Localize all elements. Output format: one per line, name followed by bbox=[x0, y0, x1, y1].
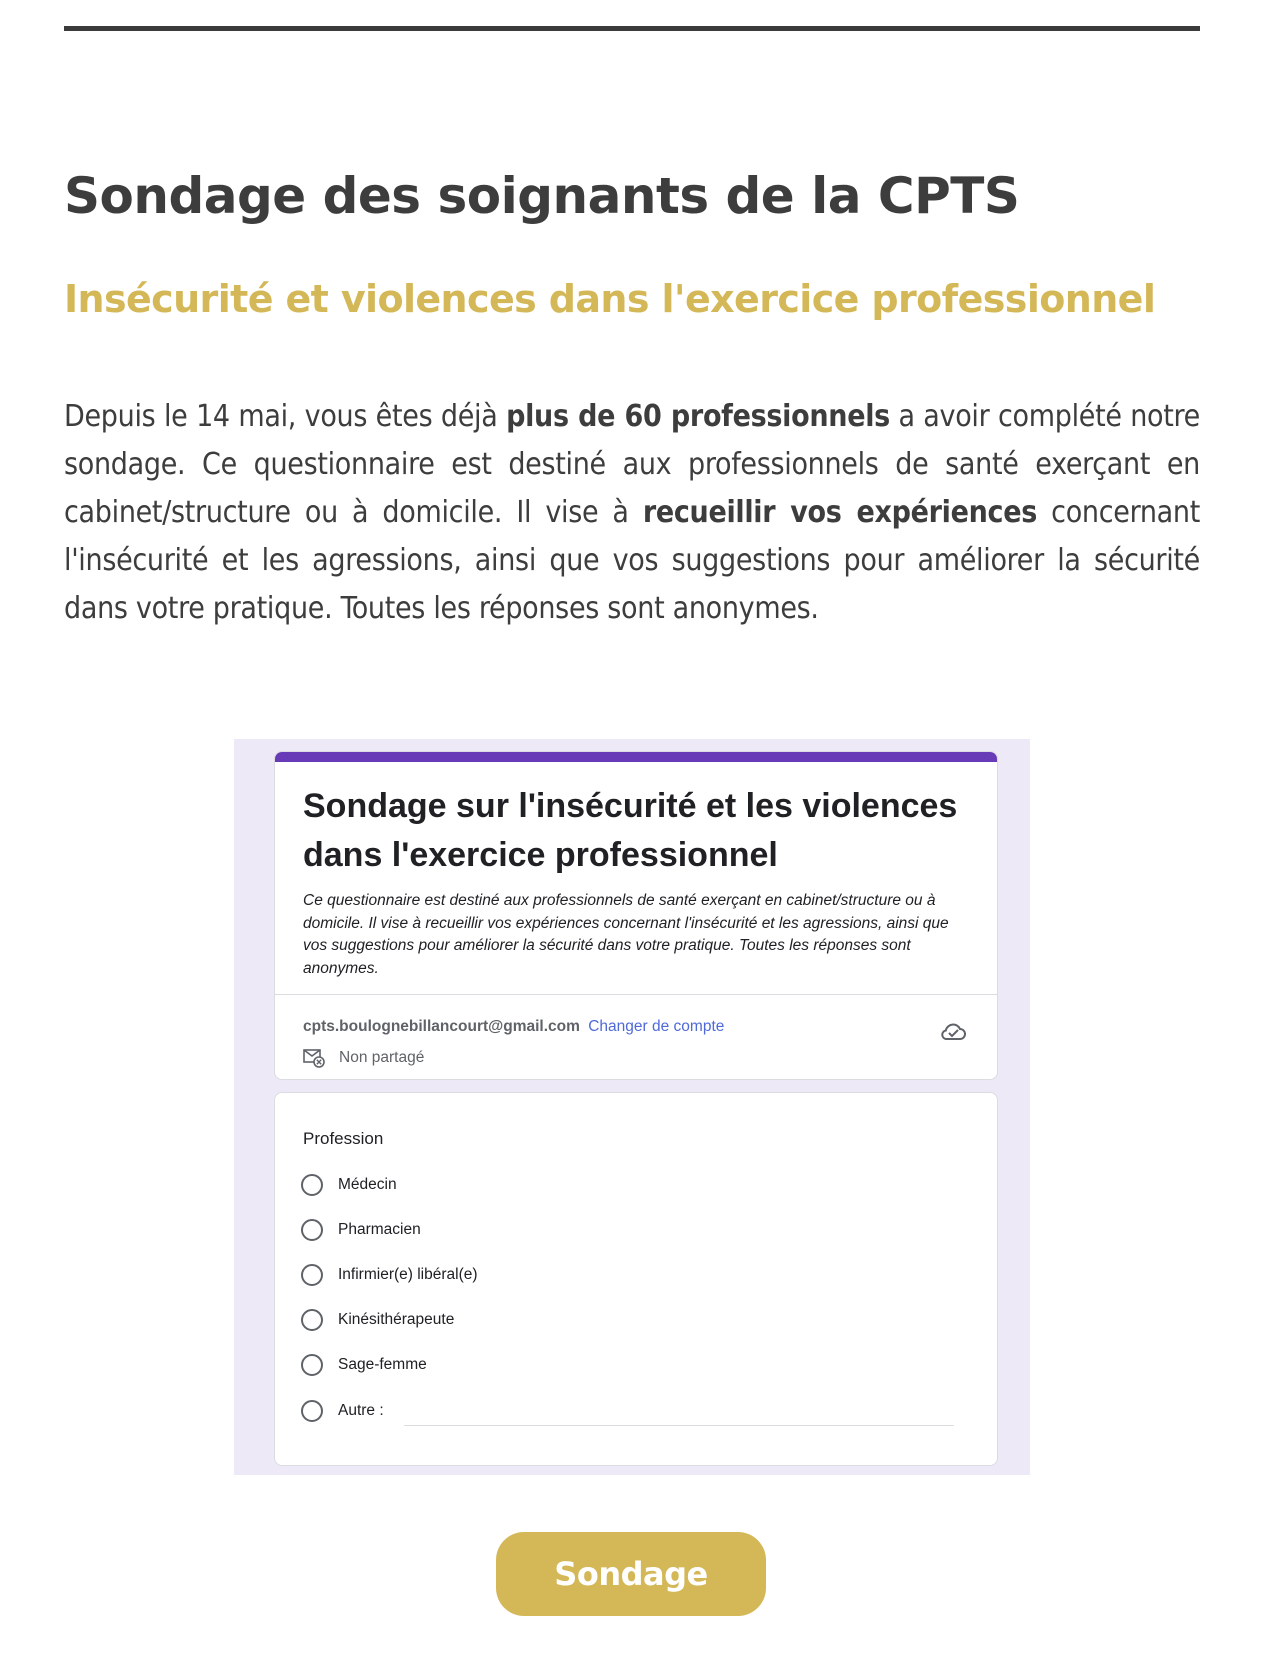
radio-icon[interactable] bbox=[301, 1354, 323, 1376]
mail-x-icon bbox=[303, 1048, 325, 1068]
form-divider bbox=[275, 994, 997, 995]
share-status: Non partagé bbox=[339, 1049, 425, 1066]
option-autre[interactable]: Autre : bbox=[301, 1397, 384, 1425]
sondage-button[interactable]: Sondage bbox=[496, 1532, 766, 1616]
radio-icon[interactable] bbox=[301, 1400, 323, 1422]
option-medecin[interactable]: Médecin bbox=[301, 1171, 397, 1199]
intro-paragraph: Depuis le 14 mai, vous êtes déjà plus de 60 professionnels a avoir complété notre sondage. Ce questionnaire est destiné aux professionnels de santé exerçant en cabinet/structure ou à domicile. Il vise à recueillir vos expériences concernant l'insécurité et les agressions, ainsi que vos suggestions pour améliorer la sécurité dans votre pratique. Toutes les réponses sont anonymes. bbox=[64, 399, 1200, 626]
form-preview[interactable] bbox=[234, 739, 1030, 1475]
question-label: Profession bbox=[303, 1129, 384, 1148]
share-status-row bbox=[303, 1048, 424, 1068]
radio-icon[interactable] bbox=[301, 1174, 323, 1196]
autre-text-input[interactable] bbox=[404, 1425, 954, 1426]
option-pharmacien[interactable]: Pharmacien bbox=[301, 1216, 421, 1244]
form-description: Ce questionnaire est destiné aux professionnels de santé exerçant en cabinet/structure ou à domicile. Il vise à recueillir vos expériences concernant l'insécurité et les agressions, ainsi que vos suggestions pour améliorer la sécurité dans votre pratique. Toutes les réponses sont anonymes. bbox=[303, 892, 949, 977]
top-divider bbox=[64, 26, 1200, 31]
radio-icon[interactable] bbox=[301, 1219, 323, 1241]
option-kinesitherapeute[interactable]: Kinésithérapeute bbox=[301, 1306, 454, 1334]
radio-icon[interactable] bbox=[301, 1264, 323, 1286]
form-accent-bar bbox=[275, 752, 997, 762]
option-infirmier[interactable]: Infirmier(e) libéral(e) bbox=[301, 1261, 478, 1289]
form-title: Sondage sur l'insécurité et les violences dans l'exercice professionnel bbox=[303, 787, 958, 874]
page-title: Sondage des soignants de la CPTS bbox=[64, 167, 1020, 225]
page-subtitle: Insécurité et violences dans l'exercice professionnel bbox=[64, 277, 1156, 321]
profession-question-card bbox=[274, 1092, 998, 1466]
cloud-check-icon bbox=[939, 1020, 967, 1042]
account-email: cpts.boulognebillancourt@gmail.com bbox=[303, 1018, 580, 1035]
change-account-link[interactable]: Changer de compte bbox=[588, 1018, 725, 1035]
account-row bbox=[303, 1018, 724, 1036]
form-header-card bbox=[274, 751, 998, 1080]
radio-icon[interactable] bbox=[301, 1309, 323, 1331]
option-sage-femme[interactable]: Sage-femme bbox=[301, 1351, 427, 1379]
